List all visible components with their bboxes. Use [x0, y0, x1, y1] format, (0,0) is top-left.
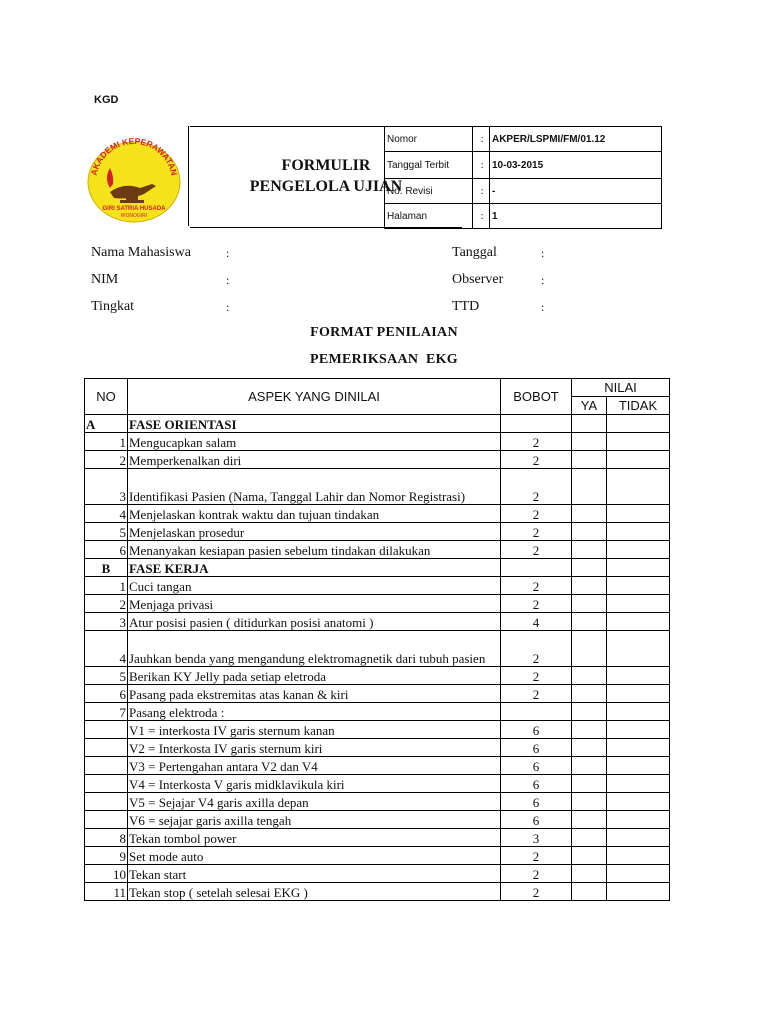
tidak-cell[interactable]: [607, 775, 670, 793]
meta-colon: :: [473, 204, 490, 229]
ya-cell[interactable]: [572, 469, 607, 505]
ya-cell[interactable]: [572, 631, 607, 667]
row-no: [85, 793, 128, 811]
table-row: [85, 703, 670, 721]
tidak-cell[interactable]: [607, 523, 670, 541]
ya-cell[interactable]: [572, 703, 607, 721]
tidak-cell[interactable]: [607, 865, 670, 883]
field-colon: :: [541, 300, 545, 314]
table-row: [85, 883, 670, 901]
table-row: [85, 793, 670, 811]
tidak-cell[interactable]: [607, 883, 670, 901]
row-no: 1: [85, 577, 128, 595]
table-row: [85, 757, 670, 775]
tidak-cell[interactable]: [607, 721, 670, 739]
ya-cell[interactable]: [572, 847, 607, 865]
row-bobot: 2: [501, 577, 572, 595]
row-bobot: 2: [501, 451, 572, 469]
document-meta-table: [384, 126, 662, 229]
tidak-cell[interactable]: [607, 631, 670, 667]
field-colon: :: [226, 246, 230, 260]
header-row: [85, 379, 670, 397]
row-aspek: Menjelaskan kontrak waktu dan tujuan tindakan: [128, 505, 501, 523]
table-row: [85, 631, 670, 667]
row-bobot: 2: [501, 685, 572, 703]
row-bobot: 6: [501, 721, 572, 739]
row-no: 5: [85, 667, 128, 685]
row-bobot: 6: [501, 757, 572, 775]
row-no: 3: [85, 613, 128, 631]
tidak-cell[interactable]: [607, 811, 670, 829]
row-bobot: 2: [501, 523, 572, 541]
row-aspek: V3 = Pertengahan antara V2 dan V4: [128, 757, 501, 775]
ya-cell[interactable]: [572, 541, 607, 559]
ya-cell[interactable]: [572, 829, 607, 847]
logo-line2: WONOGIRI: [120, 213, 148, 219]
meta-value: 1: [489, 204, 661, 229]
row-no: 4: [85, 631, 128, 667]
bobot-cell: [501, 415, 572, 433]
section-code: A: [85, 415, 128, 433]
row-aspek: Menjaga privasi: [128, 595, 501, 613]
tidak-cell[interactable]: [607, 613, 670, 631]
table-row: [85, 523, 670, 541]
row-no: 7: [85, 703, 128, 721]
tidak-cell[interactable]: [607, 451, 670, 469]
table-row: [85, 811, 670, 829]
header-no: NO: [85, 379, 128, 415]
section-code: B: [85, 559, 128, 577]
row-aspek: V5 = Sejajar V4 garis axilla depan: [128, 793, 501, 811]
field-label-tingkat: Tingkat: [91, 299, 135, 314]
table-row: [85, 613, 670, 631]
row-no: 10: [85, 865, 128, 883]
row-no: 9: [85, 847, 128, 865]
table-row: [85, 433, 670, 451]
row-aspek: V1 = interkosta IV garis sternum kanan: [128, 721, 501, 739]
row-aspek: Identifikasi Pasien (Nama, Tanggal Lahir dan Nomor Registrasi): [128, 469, 501, 505]
tidak-cell[interactable]: [607, 433, 670, 451]
field-label-nama: Nama Mahasiswa: [91, 245, 191, 260]
row-no: [85, 739, 128, 757]
meta-row: [385, 179, 662, 204]
row-aspek: Cuci tangan: [128, 577, 501, 595]
row-no: [85, 775, 128, 793]
doc-code: KGD: [94, 94, 119, 106]
row-aspek: Set mode auto: [128, 847, 501, 865]
row-no: 5: [85, 523, 128, 541]
row-no: 11: [85, 883, 128, 901]
table-row: [85, 775, 670, 793]
ya-cell[interactable]: [572, 505, 607, 523]
meta-row: [385, 152, 662, 179]
meta-colon: :: [473, 127, 490, 152]
header-tidak: TIDAK: [607, 397, 670, 415]
logo-arc-text: AKADEMI KEPERAWATAN: [88, 135, 180, 177]
row-no: [85, 757, 128, 775]
row-bobot: 6: [501, 793, 572, 811]
field-label-ttd: TTD: [452, 299, 480, 314]
row-no: 4: [85, 505, 128, 523]
row-no: 6: [85, 685, 128, 703]
form-header: [80, 126, 662, 227]
header-nilai: NILAI: [572, 379, 670, 397]
logo-line1: GIRI SATRIA HUSADA: [102, 206, 166, 212]
row-no: 6: [85, 541, 128, 559]
tidak-cell[interactable]: [607, 685, 670, 703]
row-aspek: Mengucapkan salam: [128, 433, 501, 451]
field-label-nim: NIM: [91, 272, 119, 287]
row-aspek: Tekan stop ( setelah selesai EKG ): [128, 883, 501, 901]
row-no: [85, 721, 128, 739]
tidak-cell[interactable]: [607, 505, 670, 523]
header-bobot: BOBOT: [501, 379, 572, 415]
row-bobot: 2: [501, 847, 572, 865]
tidak-cell[interactable]: [607, 469, 670, 505]
table-row: [85, 505, 670, 523]
row-bobot: 6: [501, 811, 572, 829]
ya-cell[interactable]: [572, 865, 607, 883]
table-row: [85, 739, 670, 757]
section-title: FASE ORIENTASI: [128, 415, 501, 433]
heading-pemeriksaan-ekg: PEMERIKSAAN EKG: [310, 352, 458, 367]
row-bobot: 2: [501, 433, 572, 451]
tidak-cell[interactable]: [607, 739, 670, 757]
field-label-tanggal: Tanggal: [452, 245, 497, 260]
table-row: [85, 451, 670, 469]
row-aspek: V6 = sejajar garis axilla tengah: [128, 811, 501, 829]
table-row: [85, 829, 670, 847]
table-row: [85, 595, 670, 613]
form-title-line2: PENGELOLA UJIAN: [249, 178, 403, 195]
table-row: [85, 865, 670, 883]
field-colon: :: [226, 273, 230, 287]
ya-cell[interactable]: [572, 559, 607, 577]
academy-logo: [80, 126, 188, 226]
ya-cell[interactable]: [572, 793, 607, 811]
meta-value: 10-03-2015: [489, 152, 661, 179]
ya-cell[interactable]: [572, 451, 607, 469]
meta-label: Tanggal Terbit: [385, 152, 473, 179]
row-bobot: 2: [501, 469, 572, 505]
header-ya: YA: [572, 397, 607, 415]
row-bobot: 3: [501, 829, 572, 847]
table-row: [85, 721, 670, 739]
meta-label: Halaman: [385, 204, 473, 229]
tidak-cell[interactable]: [607, 577, 670, 595]
form-title-line1: FORMULIR: [281, 157, 371, 174]
ya-cell[interactable]: [572, 685, 607, 703]
field-colon: :: [226, 300, 230, 314]
section-title: FASE KERJA: [128, 559, 501, 577]
ya-cell[interactable]: [572, 577, 607, 595]
bobot-cell: [501, 559, 572, 577]
tidak-cell[interactable]: [607, 559, 670, 577]
row-bobot: 2: [501, 505, 572, 523]
section-row: [85, 559, 670, 577]
row-aspek: Berikan KY Jelly pada setiap eletroda: [128, 667, 501, 685]
tidak-cell[interactable]: [607, 667, 670, 685]
meta-label: Nomor: [385, 127, 473, 152]
meta-value: AKPER/LSPMI/FM/01.12: [489, 127, 661, 152]
heading-format-penilaian: FORMAT PENILAIAN: [310, 325, 458, 340]
row-bobot: [501, 703, 572, 721]
tidak-cell[interactable]: [607, 757, 670, 775]
tidak-cell[interactable]: [607, 703, 670, 721]
tidak-cell[interactable]: [607, 541, 670, 559]
meta-colon: :: [473, 152, 490, 179]
row-bobot: 2: [501, 883, 572, 901]
ya-cell[interactable]: [572, 523, 607, 541]
ya-cell[interactable]: [572, 721, 607, 739]
ya-cell[interactable]: [572, 613, 607, 631]
ya-cell[interactable]: [572, 775, 607, 793]
field-colon: :: [541, 273, 545, 287]
row-no: [85, 811, 128, 829]
ya-cell[interactable]: [572, 883, 607, 901]
row-bobot: 2: [501, 631, 572, 667]
row-bobot: 4: [501, 613, 572, 631]
row-aspek: Jauhkan benda yang mengandung elektromagnetik dari tubuh pasien: [128, 631, 501, 667]
row-bobot: 2: [501, 595, 572, 613]
header-aspek: ASPEK YANG DINILAI: [128, 379, 501, 415]
ya-cell[interactable]: [572, 595, 607, 613]
tidak-cell[interactable]: [607, 595, 670, 613]
meta-label: No. Revisi: [385, 179, 473, 204]
ya-cell[interactable]: [572, 757, 607, 775]
row-bobot: 6: [501, 775, 572, 793]
row-aspek: Tekan start: [128, 865, 501, 883]
row-aspek: Menanyakan kesiapan pasien sebelum tindakan dilakukan: [128, 541, 501, 559]
row-bobot: 2: [501, 667, 572, 685]
row-aspek: V2 = Interkosta IV garis sternum kiri: [128, 739, 501, 757]
row-no: 2: [85, 451, 128, 469]
logo-cell: [80, 126, 189, 226]
assessment-table: [84, 378, 670, 901]
table-row: [85, 577, 670, 595]
row-aspek: Pasang elektroda :: [128, 703, 501, 721]
row-aspek: Atur posisi pasien ( ditidurkan posisi anatomi ): [128, 613, 501, 631]
row-no: 8: [85, 829, 128, 847]
ya-cell[interactable]: [572, 415, 607, 433]
table-row: [85, 847, 670, 865]
row-aspek: Memperkenalkan diri: [128, 451, 501, 469]
row-no: 2: [85, 595, 128, 613]
field-label-observer: Observer: [452, 272, 504, 287]
row-aspek: Tekan tombol power: [128, 829, 501, 847]
row-bobot: 6: [501, 739, 572, 757]
ya-cell[interactable]: [572, 667, 607, 685]
row-no: 1: [85, 433, 128, 451]
row-no: 3: [85, 469, 128, 505]
tidak-cell[interactable]: [607, 847, 670, 865]
section-row: [85, 415, 670, 433]
row-aspek: Pasang pada ekstremitas atas kanan & kiri: [128, 685, 501, 703]
table-row: [85, 685, 670, 703]
table-row: [85, 667, 670, 685]
table-row: [85, 541, 670, 559]
tidak-cell[interactable]: [607, 829, 670, 847]
row-bobot: 2: [501, 865, 572, 883]
tidak-cell[interactable]: [607, 415, 670, 433]
row-bobot: 2: [501, 541, 572, 559]
ya-cell[interactable]: [572, 739, 607, 757]
ya-cell[interactable]: [572, 433, 607, 451]
field-colon: :: [541, 246, 545, 260]
row-aspek: Menjelaskan prosedur: [128, 523, 501, 541]
meta-value: -: [489, 179, 661, 204]
meta-row: [385, 204, 662, 229]
meta-row: [385, 127, 662, 152]
table-row: [85, 469, 670, 505]
meta-colon: :: [473, 179, 490, 204]
row-aspek: V4 = Interkosta V garis midklavikula kiri: [128, 775, 501, 793]
ya-cell[interactable]: [572, 811, 607, 829]
tidak-cell[interactable]: [607, 793, 670, 811]
